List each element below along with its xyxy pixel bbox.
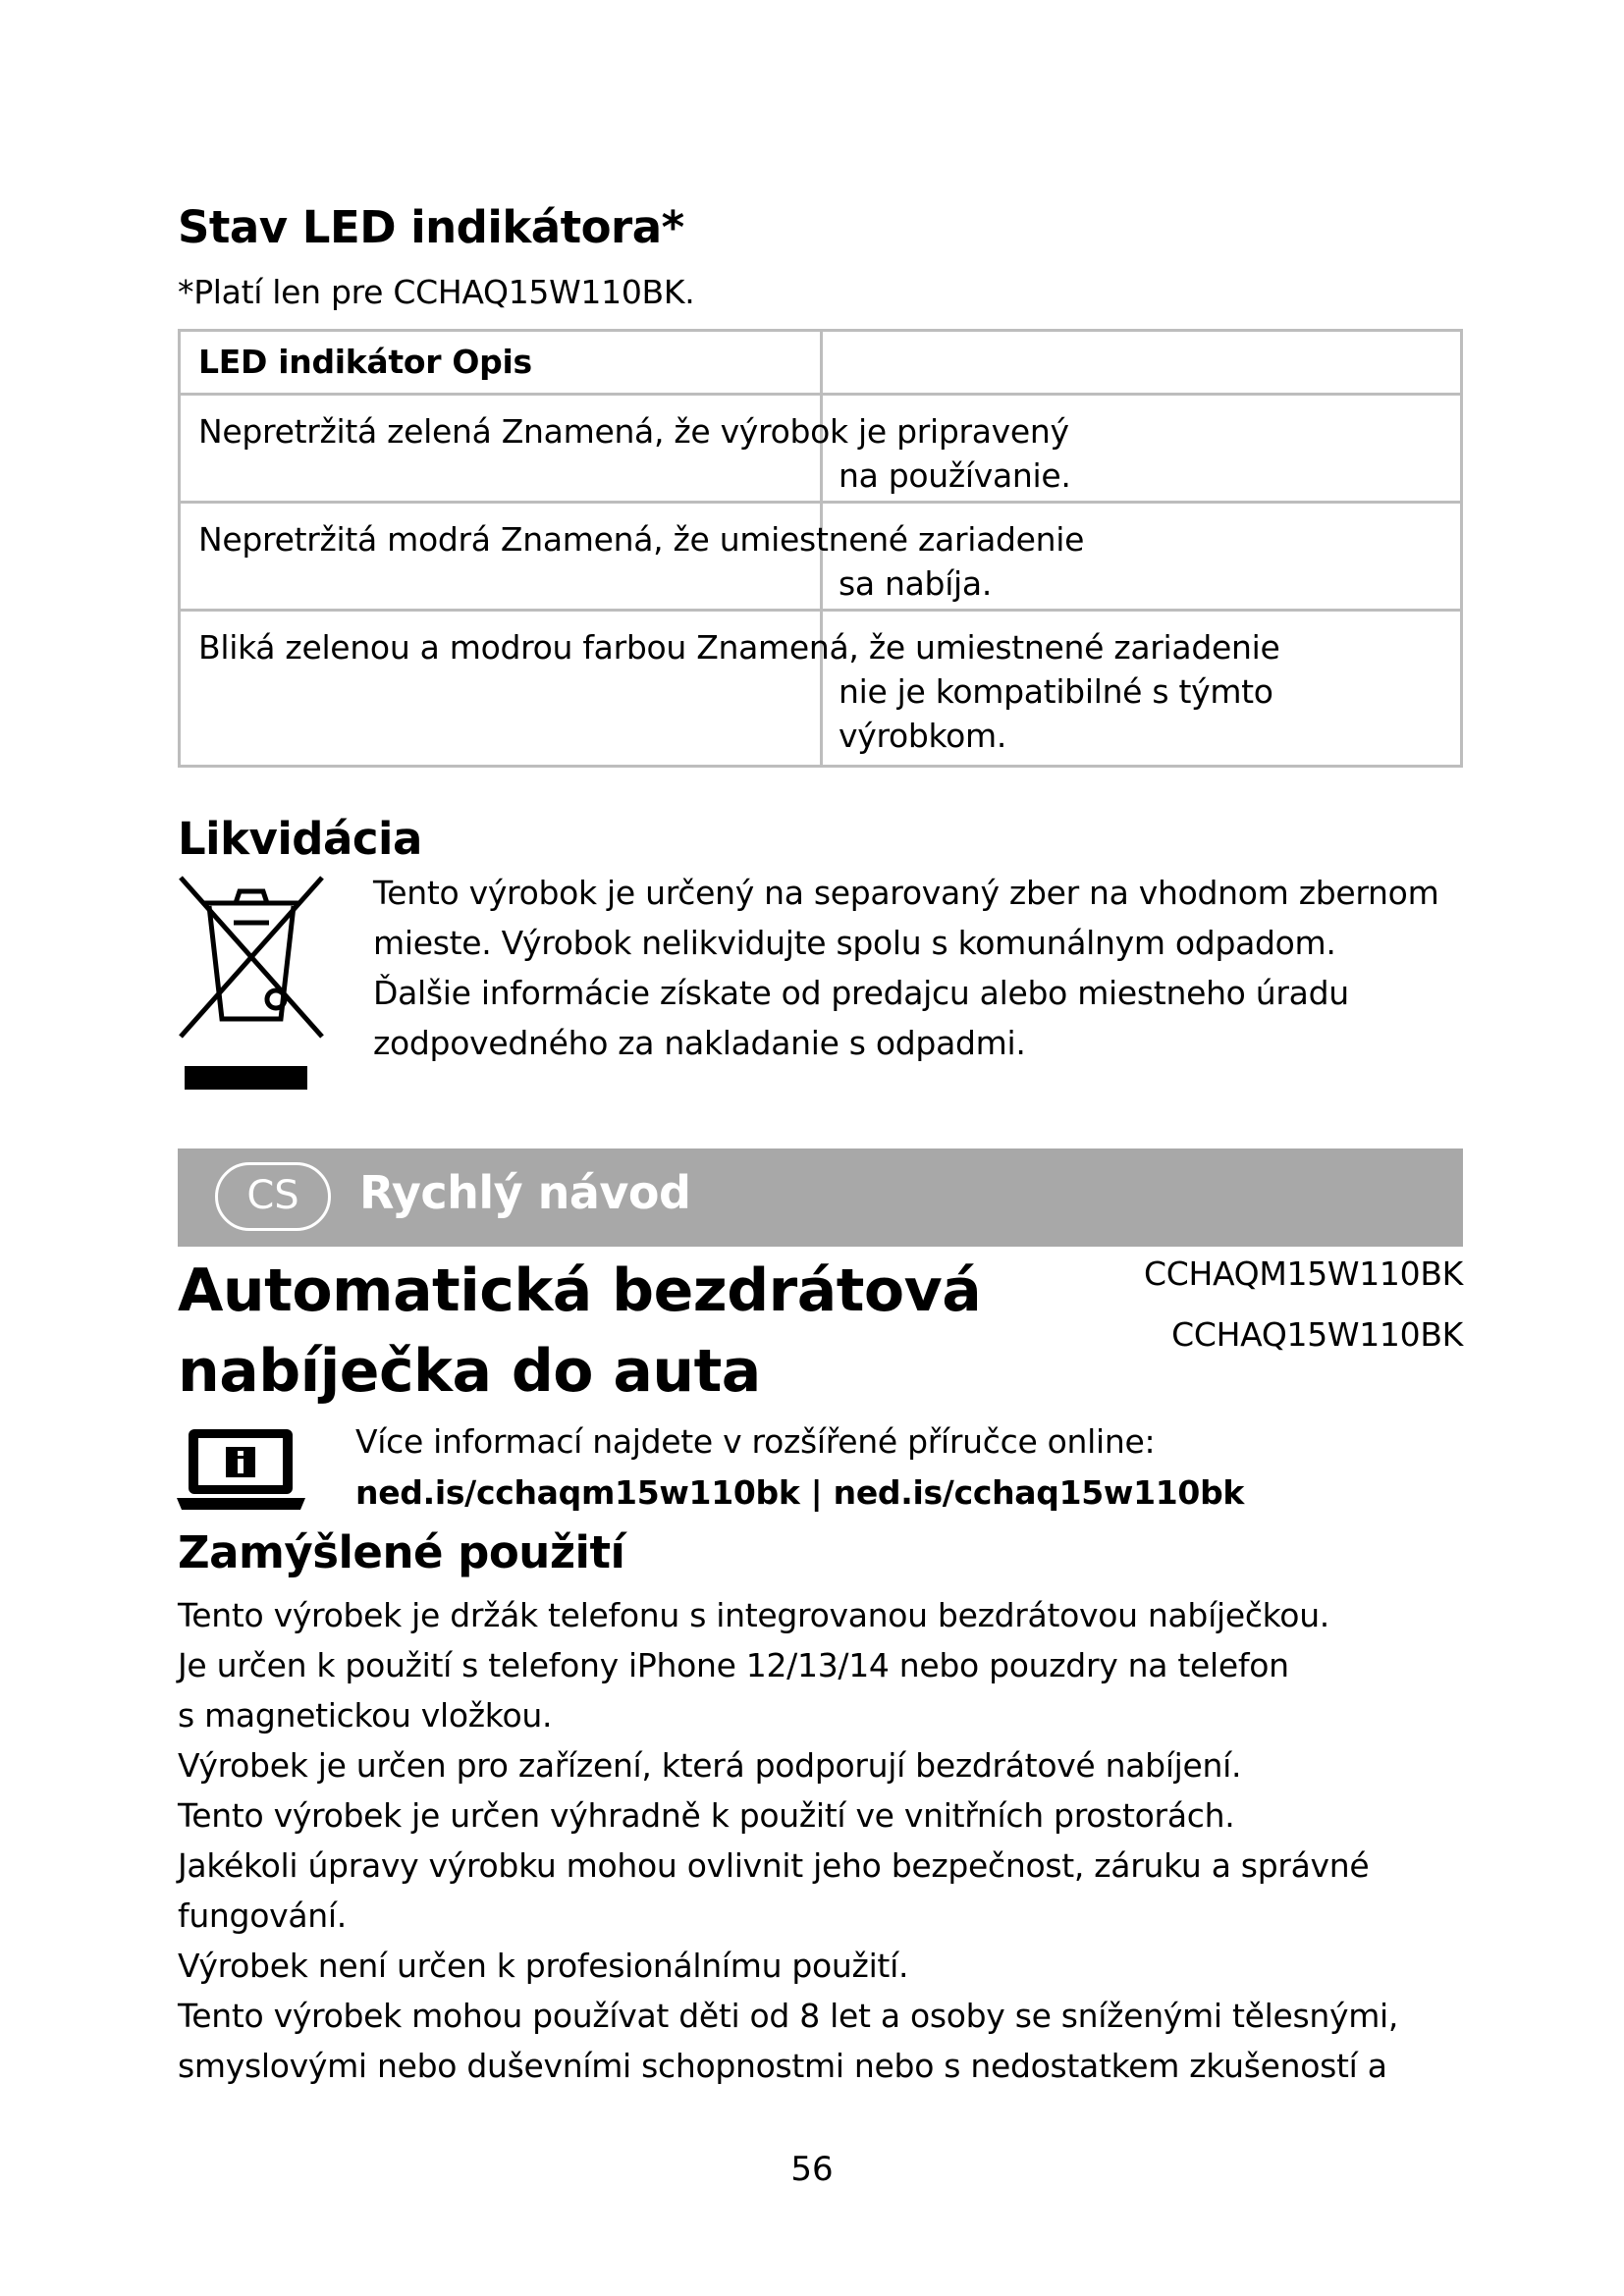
led-section-note: *Platí len pre CCHAQ15W110BK. bbox=[178, 273, 695, 311]
intended-use-line: Výrobek není určen k profesionálnímu použití. bbox=[178, 1947, 909, 1985]
disposal-line: zodpovedného za nakladanie s odpadmi. bbox=[373, 1024, 1026, 1062]
intended-use-line: Tento výrobek mohou používat děti od 8 let a osoby se sníženými tělesnými, bbox=[178, 1997, 1399, 2035]
table-row-left: Nepretržitá modrá Znamená, že umiestnené zariadenie bbox=[198, 520, 1085, 559]
intended-use-line: Je určen k použití s telefony iPhone 12/13/14 nebo pouzdry na telefon bbox=[178, 1646, 1289, 1684]
disposal-line: Tento výrobok je určený na separovaný zber na vhodnom zbernom bbox=[373, 874, 1439, 912]
intended-use-line: Tento výrobek je určen výhradně k použití ve vnitřních prostorách. bbox=[178, 1796, 1235, 1835]
table-row-right: sa nabíja. bbox=[839, 564, 993, 603]
intended-use-line: fungování. bbox=[178, 1896, 347, 1935]
led-table bbox=[178, 329, 1463, 768]
online-info-text: Více informací najdete v rozšířené příručce online: bbox=[355, 1422, 1156, 1461]
table-row-right: na používanie. bbox=[839, 456, 1071, 495]
disposal-line: Ďalšie informácie získate od predajcu alebo miestneho úradu bbox=[373, 974, 1349, 1012]
intended-use-line: smyslovými nebo duševními schopnostmi nebo s nedostatkem zkušeností a bbox=[178, 2047, 1387, 2085]
intended-use-line: Tento výrobek je držák telefonu s integrovanou bezdrátovou nabíječkou. bbox=[178, 1596, 1329, 1634]
crossed-bin-icon bbox=[175, 872, 327, 1101]
disposal-title: Likvidácia bbox=[178, 813, 422, 865]
intended-use-text bbox=[178, 1590, 1398, 2091]
online-manual-links[interactable]: ned.is/cchaqm15w110bk | ned.is/cchaq15w110bk bbox=[355, 1473, 1245, 1512]
table-header: LED indikátor Opis bbox=[198, 343, 532, 381]
led-section-title: Stav LED indikátora* bbox=[178, 201, 684, 253]
disposal-line: mieste. Výrobok nelikvidujte spolu s komunálnym odpadom. bbox=[373, 924, 1336, 962]
page-number: 56 bbox=[790, 2150, 834, 2189]
table-row-right: výrobkom. bbox=[839, 717, 1007, 755]
table-divider bbox=[181, 393, 1460, 396]
product-title-line: Automatická bezdrátová bbox=[178, 1256, 982, 1325]
intended-use-line: s magnetickou vložkou. bbox=[178, 1696, 553, 1735]
product-title-line: nabíječka do auta bbox=[178, 1337, 761, 1406]
laptop-info-icon bbox=[175, 1425, 307, 1520]
disposal-text bbox=[373, 868, 1438, 1068]
model-number: CCHAQ15W110BK bbox=[1171, 1315, 1463, 1354]
table-row-right: nie je kompatibilné s týmto bbox=[839, 672, 1273, 711]
table-row-left: Bliká zelenou a modrou farbou Znamená, že umiestnené zariadenie bbox=[198, 628, 1280, 667]
model-number: CCHAQM15W110BK bbox=[1143, 1255, 1463, 1293]
language-banner bbox=[178, 1148, 1463, 1247]
table-row-left: Nepretržitá zelená Znamená, že výrobok je pripravený bbox=[198, 412, 1069, 451]
table-divider bbox=[181, 609, 1460, 612]
intended-use-line: Jakékoli úpravy výrobku mohou ovlivnit jeho bezpečnost, záruku a správné bbox=[178, 1846, 1370, 1885]
intended-use-title: Zamýšlené použití bbox=[178, 1526, 625, 1578]
intended-use-line: Výrobek je určen pro zařízení, která podporují bezdrátové nabíjení. bbox=[178, 1746, 1242, 1785]
table-divider bbox=[181, 501, 1460, 504]
language-code-badge: CS bbox=[215, 1162, 331, 1231]
banner-title: Rychlý návod bbox=[359, 1166, 691, 1219]
product-title bbox=[178, 1251, 981, 1412]
